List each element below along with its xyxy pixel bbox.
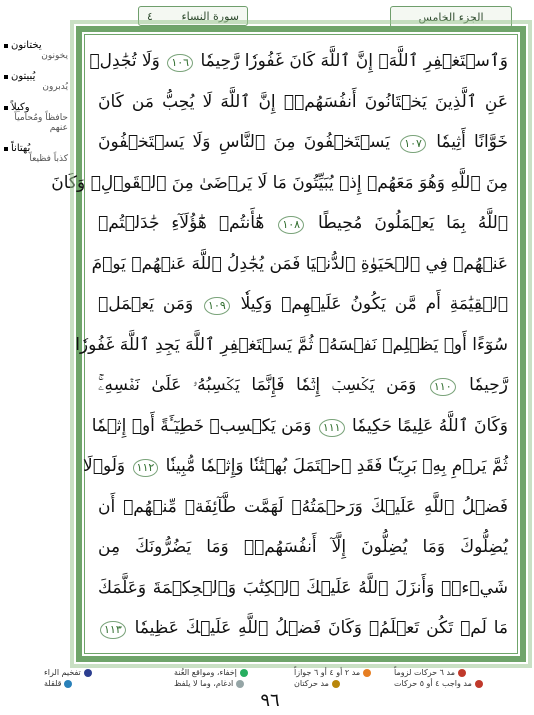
legend-label: إخفاء، ومواقع الغُنة: [174, 668, 237, 677]
surah-title: سورة النساء: [181, 9, 239, 23]
text-segment: وَلَوۡلَا: [83, 456, 131, 476]
legend-swatch: [458, 669, 466, 677]
text-segment: شَيۡءٖۚ وَأَنزَلَ ٱللَّهُ عَلَيۡكَ ٱلۡكِتَٰبَ وَٱلۡحِكۡمَةَ وَعَلَّمَكَ: [98, 577, 508, 598]
glossary-word: [4, 143, 68, 154]
glossary-word-text: وكيلاً: [11, 102, 30, 113]
text-segment: خَوَّانًا أَثِيمٗا: [427, 132, 508, 152]
glossary-meaning: حافظاً ومُحامياً عنهم: [14, 113, 68, 133]
glossary-entry: [4, 40, 68, 61]
glossary-word: [4, 71, 68, 82]
legend-swatch: [363, 669, 371, 677]
text-segment: عَنِ ٱلَّذِينَ يَخۡتَانُونَ أَنفُسَهُمۡۚ إِنَّ ٱللَّهَ لَا يُحِبُّ مَن كَانَ: [98, 91, 508, 112]
glossary-meaning: كذباً فظيعاً: [29, 154, 68, 164]
legend-item: [294, 668, 371, 677]
glossary-entry: [4, 102, 68, 133]
ayah-marker: ١١٣: [100, 621, 126, 639]
text-segment: وَلَا تُجَٰدِلۡ: [89, 51, 166, 71]
text-line: [98, 204, 508, 242]
legend-item: [174, 679, 244, 688]
text-segment: فَضۡلُ ٱللَّهِ عَلَيۡكَ وَرَحۡمَتُهُۥ لَهَمَّت طَّآئِفَةٞ مِّنۡهُمۡ أَن: [98, 496, 508, 517]
ayah-marker: ١١٢: [133, 459, 159, 477]
legend-label: مد واجب ٤ أو ٥ حركات: [394, 679, 472, 688]
legend-swatch: [475, 680, 483, 688]
legend-swatch: [64, 680, 72, 688]
text-segment: سُوٓءًا أَوۡ يَظۡلِمۡ نَفۡسَهُۥ ثُمَّ يَسۡتَغۡفِرِ ٱللَّهَ يَجِدِ ٱللَّهَ غَفُورٗا: [75, 334, 508, 355]
text-line: [98, 285, 508, 323]
text-line: [98, 123, 508, 161]
text-line: [98, 366, 508, 404]
text-line: [75, 326, 508, 364]
legend-label: تفخيم الراء: [44, 668, 81, 677]
text-segment: ثُمَّ يَرۡمِ بِهِۦ بَرِيٓـٔٗا فَقَدِ ٱحۡتَمَلَ بُهۡتَٰنٗا وَإِثۡمٗا مُّبِينٗا: [160, 456, 508, 476]
legend-swatch: [332, 680, 340, 688]
text-line: [98, 488, 508, 526]
legend-swatch: [240, 669, 248, 677]
glossary-word-text: يختانون: [11, 40, 42, 51]
bullet-icon: [4, 147, 8, 151]
text-segment: ٱللَّهُ بِمَا يَعۡمَلُونَ مُحِيطًا: [306, 213, 508, 233]
text-segment: وَمَن يَكۡسِبۡ إِثۡمٗا فَإِنَّمَا يَكۡسِبُهُۥ عَلَىٰ نَفۡسِهِۦۚ: [98, 375, 428, 395]
page-number: ٩٦: [260, 690, 280, 711]
glossary-word-text: بُهتاناً: [11, 143, 31, 154]
glossary-word-text: يُبيتون: [11, 71, 36, 82]
ayah-marker: ١٠٧: [400, 135, 426, 153]
text-segment: مَا لَمۡ تَكُن تَعۡلَمُۚ وَكَانَ فَضۡلُ ٱللَّهِ عَلَيۡكَ عَظِيمٗا: [127, 618, 508, 638]
text-line: [98, 528, 508, 566]
tajweed-legend: [24, 668, 506, 688]
legend-label: مد ٢ أو ٤ أو ٦ جوازاً: [294, 668, 361, 677]
ayah-marker: ١١٠: [430, 378, 456, 396]
glossary-entry: [4, 143, 68, 164]
glossary-sidebar: [4, 40, 68, 174]
legend-item: [394, 679, 483, 688]
glossary-word: [4, 102, 68, 113]
text-segment: وَمَن يَكۡسِبۡ خَطِيٓـَٔةً أَوۡ إِثۡمٗا: [91, 415, 317, 436]
text-segment: هَٰٓأَنتُمۡ هَٰٓؤُلَآءِ جَٰدَلۡتُمۡ: [98, 213, 277, 233]
text-line: [89, 42, 508, 80]
text-segment: وَمَن يَعۡمَلۡ: [98, 294, 203, 314]
glossary-meaning: يُدبرون: [42, 82, 68, 92]
legend-swatch: [84, 669, 92, 677]
text-line: [91, 407, 508, 445]
text-segment: رَّحِيمٗا: [457, 375, 508, 395]
ayah-marker: ١٠٦: [167, 54, 193, 72]
text-line: [83, 447, 508, 485]
bullet-icon: [4, 75, 8, 79]
legend-item: [44, 668, 92, 677]
legend-item: [394, 668, 466, 677]
ayah-marker: ١١١: [319, 419, 345, 437]
glossary-meaning: يخونون: [41, 51, 68, 61]
legend-label: مد ٦ حركات لزوماً: [394, 668, 455, 677]
surah-number: ٤: [147, 9, 153, 23]
text-segment: وَكَانَ ٱللَّهُ عَلِيمًا حَكِيمٗا: [346, 415, 508, 436]
text-line: [98, 83, 508, 121]
text-segment: يَسۡتَخۡفُونَ مِنَ ٱلنَّاسِ وَلَا يَسۡتَخۡفُونَ: [98, 132, 399, 152]
text-segment: عَنۡهُمۡ فِي ٱلۡحَيَوٰةِ ٱلدُّنۡيَا فَمَن يُجَٰدِلُ ٱللَّهَ عَنۡهُمۡ يَوۡمَ: [91, 253, 508, 274]
juz-header: الجزء الخامس: [390, 6, 512, 28]
text-line: [51, 164, 508, 202]
text-line: [98, 609, 508, 647]
legend-label: قلقلة: [44, 679, 62, 688]
bullet-icon: [4, 44, 8, 48]
bullet-icon: [4, 106, 8, 110]
text-segment: وَٱسۡتَغۡفِرِ ٱللَّهَۖ إِنَّ ٱللَّهَ كَانَ غَفُورٗا رَّحِيمٗا: [195, 51, 508, 71]
surah-header: [138, 6, 248, 26]
glossary-entry: [4, 71, 68, 92]
text-line: [98, 569, 508, 607]
text-segment: يُضِلُّوكَ وَمَا يُضِلُّونَ إِلَّآ أَنفُسَهُمۡۖ وَمَا يَضُرُّونَكَ مِن: [98, 537, 508, 557]
legend-label: ادغام، وما لا يلفظ: [174, 679, 234, 688]
ayah-marker: ١٠٨: [278, 216, 304, 234]
legend-label: مد حركتان: [294, 679, 329, 688]
text-line: [91, 245, 508, 283]
glossary-word: [4, 40, 68, 51]
legend-item: [294, 679, 340, 688]
legend-swatch: [236, 680, 244, 688]
legend-item: [174, 668, 248, 677]
ayah-marker: ١٠٩: [204, 297, 230, 315]
text-segment: ٱلۡقِيَٰمَةِ أَم مَّن يَكُونُ عَلَيۡهِمۡ وَكِيلٗا: [231, 294, 508, 314]
legend-item: [44, 679, 72, 688]
text-segment: مِنَ ٱللَّهِ وَهُوَ مَعَهُمۡ إِذۡ يُبَيِّتُونَ مَا لَا يَرۡضَىٰ مِنَ ٱلۡقَوۡلِۚ وَكَانَ: [51, 172, 508, 193]
